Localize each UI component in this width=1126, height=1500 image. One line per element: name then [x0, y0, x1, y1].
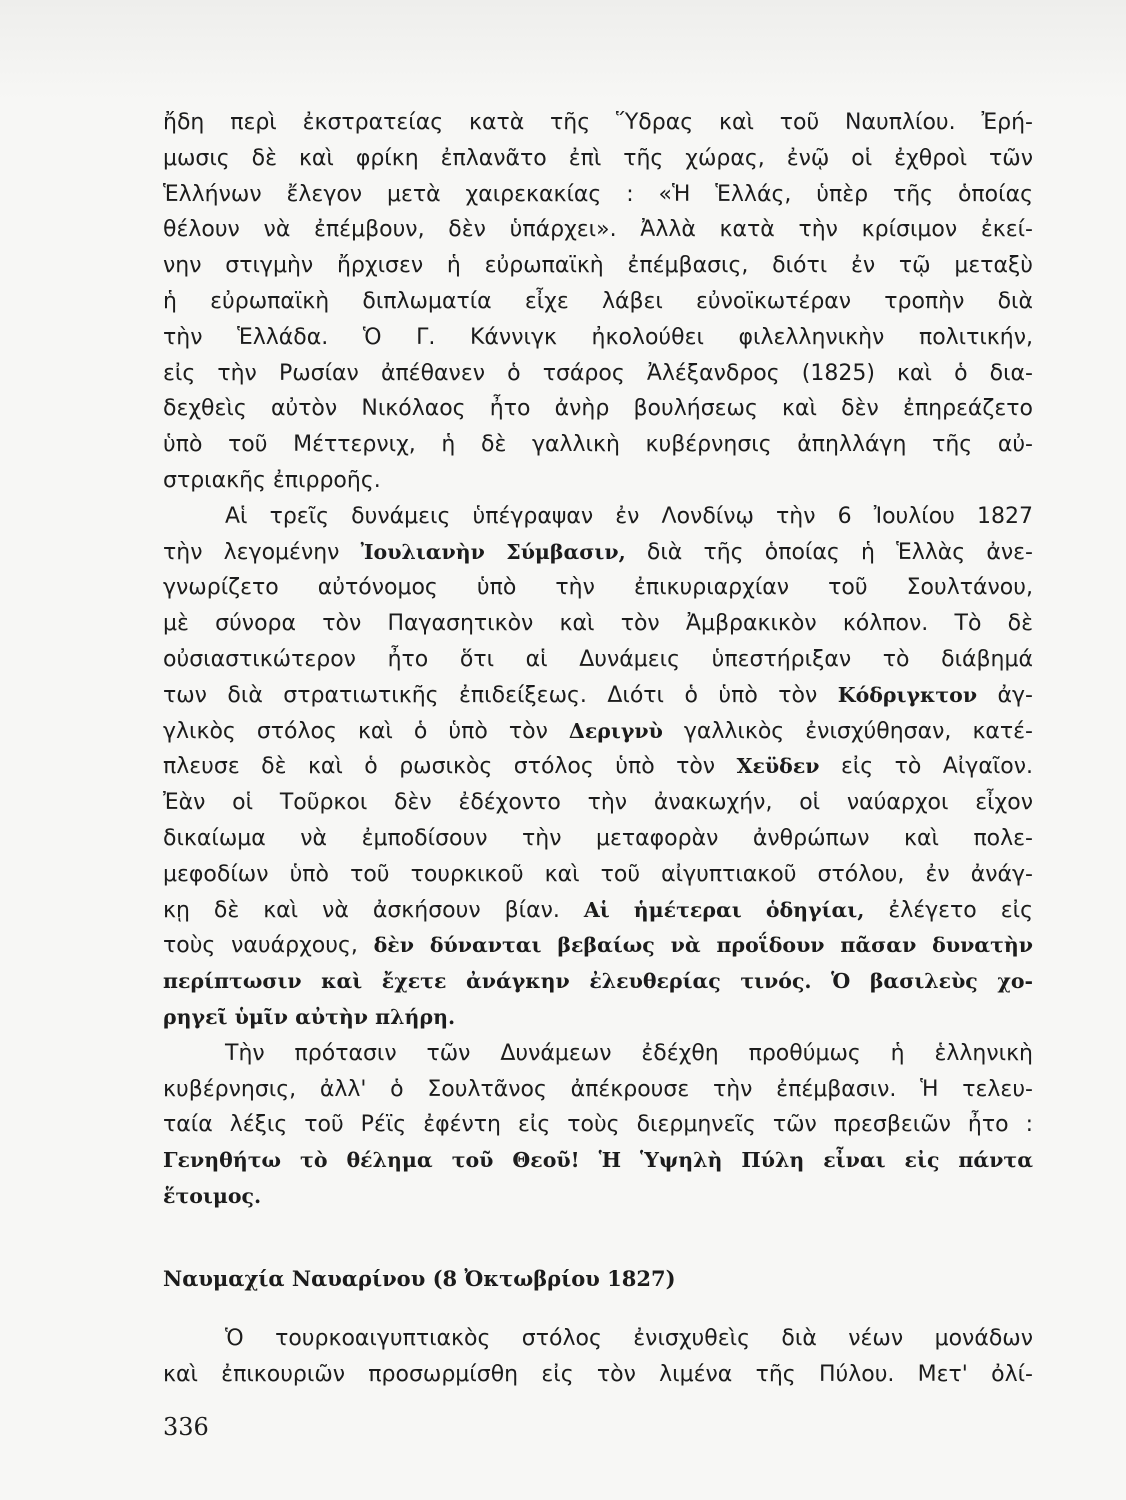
- bold-term: Ἰουλιανὴν Σύμβασιν,: [360, 539, 626, 564]
- text-run: γλικὸς στόλος καὶ ὁ ὑπὸ τὸν: [163, 718, 548, 744]
- text-line: [163, 535, 1033, 571]
- bold-quote-line: περίπτωσιν καὶ ἔχετε ἀνάγκην ἐλευθερίας τινός. Ὁ βασιλεὺς χο-: [163, 969, 1033, 994]
- bold-quote: δὲν δύνανται βεβαίως νὰ προΐδουν πᾶσαν δυνατὴν: [373, 933, 1033, 958]
- heading-gap: [163, 1299, 1033, 1321]
- text-line: νην στιγμὴν ἤρχισεν ἡ εὐρωπαϊκὴ ἐπέμβασις, διότι ἐν τῷ μεταξὺ: [163, 253, 1033, 279]
- text-run: διὰ τῆς ὁποίας ἡ Ἑλλὰς ἀνε-: [646, 539, 1033, 565]
- text-line: Αἱ τρεῖς δυνάμεις ὑπέγραψαν ἐν Λονδίνῳ τὴν 6 Ἰουλίου 1827: [225, 503, 1033, 529]
- text-line: μὲ σύνορα τὸν Παγασητικὸν καὶ τὸν Ἀμβρακικὸν κόλπον. Τὸ δὲ: [163, 611, 1033, 637]
- paragraph-1: [163, 105, 1033, 499]
- text-run: των διὰ στρατιωτικῆς ἐπιδείξεως. Διότι ὁ ὑπὸ τὸν: [163, 682, 818, 708]
- text-line: μεφοδίων ὑπὸ τοῦ τουρκικοῦ καὶ τοῦ αἰγυπτιακοῦ στόλου, ἐν ἀνάγ-: [163, 861, 1033, 887]
- text-run: τὴν λεγομένην: [163, 539, 340, 565]
- section-heading: Ναυμαχία Ναυαρίνου (8 Ὀκτωβρίου 1827): [163, 1265, 676, 1291]
- text-line: Ἐὰν οἱ Τοῦρκοι δὲν ἐδέχοντο τὴν ἀνακωχήν, οἱ ναύαρχοι εἶχον: [163, 790, 1033, 816]
- text-line: θέλουν νὰ ἐπέμβουν, δὲν ὑπάρχει». Ἀλλὰ κατὰ τὴν κρίσιμον ἐκεί-: [163, 217, 1033, 243]
- text-line: οὐσιαστικώτερον ἦτο ὅτι αἱ Δυνάμεις ὑπεστήριξαν τὸ διάβημά: [163, 646, 1033, 672]
- text-line: καὶ ἐπικουριῶν προσωρμίσθη εἰς τὸν λιμένα τῆς Πύλου. Μετ' ὀλί-: [163, 1361, 1033, 1387]
- show-through-margin: [0, 0, 1126, 100]
- text-line: εἰς τὴν Ρωσίαν ἀπέθανεν ὁ τσάρος Ἀλέξανδρος (1825) καὶ ὁ δια-: [163, 360, 1033, 386]
- paragraph-3: [163, 1036, 1033, 1215]
- text-line: στριακῆς ἐπιρροῆς.: [163, 467, 381, 493]
- text-run: πλευσε δὲ καὶ ὁ ρωσικὸς στόλος ὑπὸ τὸν: [163, 754, 716, 780]
- paragraph-4: [163, 1321, 1033, 1393]
- text-line: [163, 928, 1033, 964]
- bold-term: Δεριγνὺ: [568, 718, 663, 743]
- text-line: [163, 714, 1033, 750]
- text-run: κῃ δὲ καὶ νὰ ἀσκήσουν βίαν.: [163, 897, 560, 923]
- text-run: εἰς τὸ Αἰγαῖον.: [840, 754, 1034, 780]
- text-line: ἤδη περὶ ἐκστρατείας κατὰ τῆς Ὕδρας καὶ τοῦ Ναυπλίου. Ἐρή-: [163, 110, 1033, 135]
- text-line: γνωρίζετο αὐτόνομος ὑπὸ τὴν ἐπικυριαρχίαν τοῦ Σουλτάνου,: [163, 575, 1033, 601]
- bold-quote-line: ρηγεῖ ὑμῖν αὐτὴν πλήρη.: [163, 1004, 456, 1029]
- bold-quote-line: ἕτοιμος.: [163, 1183, 262, 1208]
- text-run: ἐλέγετο εἰς: [888, 897, 1033, 923]
- bold-quote: Αἱ ἡμέτεραι ὁδηγίαι,: [583, 897, 865, 922]
- text-line: Ὁ τουρκοαιγυπτιακὸς στόλος ἐνισχυθεὶς διὰ νέων μονάδων: [225, 1325, 1033, 1351]
- text-line: ὑπὸ τοῦ Μέττερνιχ, ἡ δὲ γαλλικὴ κυβέρνησις ἀπηλλάγη τῆς αὐ-: [163, 432, 1033, 458]
- text-line: Ἑλλήνων ἔλεγον μετὰ χαιρεκακίας : «Ἡ Ἑλλάς, ὑπὲρ τῆς ὁποίας: [163, 181, 1033, 207]
- text-line: μωσις δὲ καὶ φρίκη ἐπλανᾶτο ἐπὶ τῆς χώρας, ἐνῷ οἱ ἐχθροὶ τῶν: [163, 145, 1033, 171]
- text-line: δεχθεὶς αὐτὸν Νικόλαος ἦτο ἀνὴρ βουλήσεως καὶ δὲν ἐπηρεάζετο: [163, 396, 1033, 422]
- bold-term: Χεϋδεν: [736, 754, 820, 779]
- text-line: τὴν Ἑλλάδα. Ὁ Γ. Κάννιγκ ἠκολούθει φιλελληνικὴν πολιτικήν,: [163, 324, 1033, 350]
- text-line: Τὴν πρότασιν τῶν Δυνάμεων ἐδέχθη προθύμως ἡ ἑλληνικὴ: [225, 1040, 1033, 1066]
- page-body: [163, 105, 1033, 1392]
- text-line: [163, 893, 1033, 929]
- paragraph-2: [163, 499, 1033, 1036]
- text-line: ἡ εὐρωπαϊκὴ διπλωματία εἶχε λάβει εὐνοϊκωτέραν τροπὴν διὰ: [163, 288, 1033, 314]
- text-line: [163, 678, 1033, 714]
- text-run: γαλλικὸς ἐνισχύθησαν, κατέ-: [683, 718, 1033, 744]
- page-number: 336: [163, 1413, 209, 1441]
- text-line: [163, 749, 1033, 785]
- section-gap: [163, 1215, 1033, 1259]
- text-run: τοὺς ναυάρχους,: [163, 933, 358, 959]
- text-line: κυβέρνησις, ἀλλ' ὁ Σουλτᾶνος ἀπέκρουσε τὴν ἐπέμβασιν. Ἡ τελευ-: [163, 1076, 1033, 1102]
- text-line: ταία λέξις τοῦ Ρέϊς ἐφέντη εἰς τοὺς διερμηνεῖς τῶν πρεσβειῶν ἦτο :: [163, 1112, 1033, 1138]
- text-line: δικαίωμα νὰ ἐμποδίσουν τὴν μεταφορὰν ἀνθρώπων καὶ πολε-: [163, 825, 1033, 851]
- bold-term: Κόδριγκτον: [837, 682, 978, 707]
- bold-quote-line: Γενηθήτω τὸ θέλημα τοῦ Θεοῦ! Ἡ Ὑψηλὴ Πύλη εἶναι εἰς πάντα: [163, 1148, 1033, 1173]
- text-run: ἀγ-: [997, 682, 1033, 708]
